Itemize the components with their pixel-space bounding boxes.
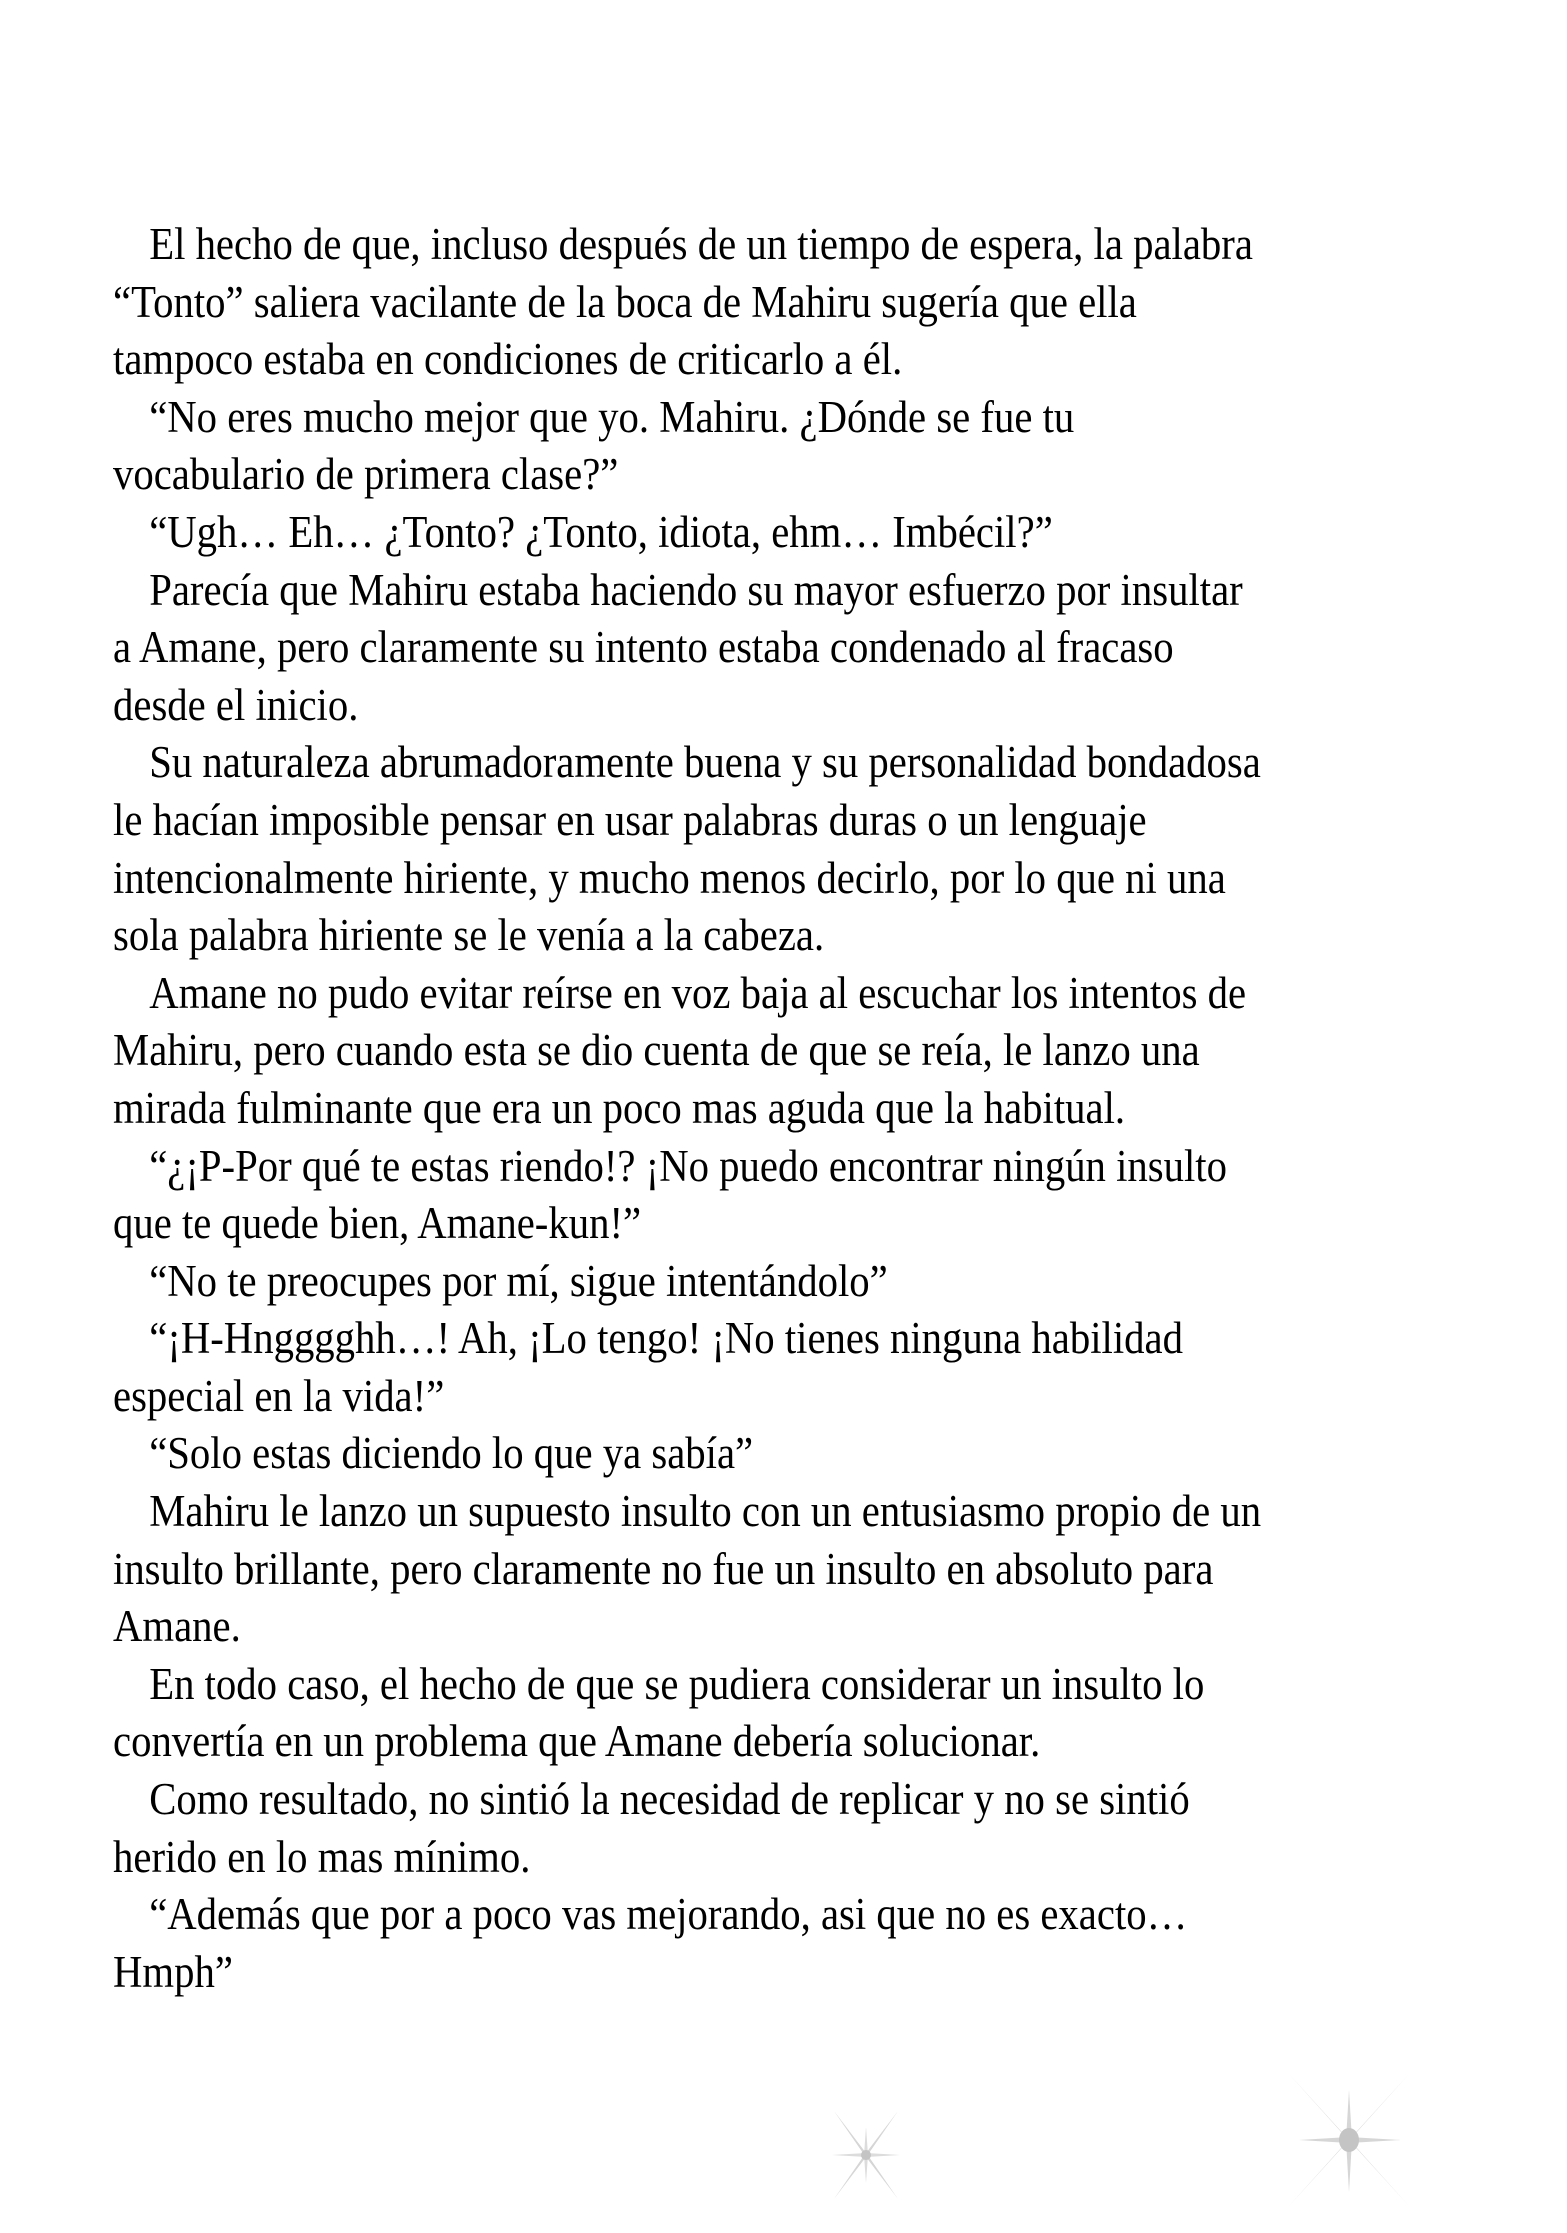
- text-line: En todo caso, el hecho de que se pudiera considerar un insulto lo: [149, 1658, 1205, 1709]
- text-line: Parecía que Mahiru estaba haciendo su mayor esfuerzo por insultar: [149, 564, 1243, 615]
- text-line: que te quede bien, Amane-kun!”: [113, 1198, 642, 1249]
- text-line: especial en la vida!”: [113, 1370, 445, 1421]
- text-line: Amane.: [113, 1601, 241, 1652]
- text-line: tampoco estaba en condiciones de criticarlo a él.: [113, 334, 903, 385]
- text-line: “Tonto” saliera vacilante de la boca de Mahiru sugería que ella: [113, 276, 1137, 327]
- text-line: “Solo estas diciendo lo que ya sabía”: [149, 1428, 754, 1479]
- sparkle-icon: [816, 2110, 916, 2200]
- text-line: vocabulario de primera clase?”: [113, 449, 619, 500]
- text-line: “No te preocupes por mí, sigue intentándolo”: [149, 1255, 888, 1306]
- text-line: “¿¡P-Por qué te estas riendo!? ¡No puedo encontrar ningún insulto: [149, 1140, 1227, 1191]
- text-line: desde el inicio.: [113, 679, 359, 730]
- text-line: mirada fulminante que era un poco mas aguda que la habitual.: [113, 1082, 1126, 1133]
- text-line: “No eres mucho mejor que yo. Mahiru. ¿Dónde se fue tu: [149, 391, 1075, 442]
- text-line: Como resultado, no sintió la necesidad de replicar y no se sintió: [149, 1774, 1190, 1825]
- text-line: “¡H-Hngggghh…! Ah, ¡Lo tengo! ¡No tienes ninguna habilidad: [149, 1313, 1183, 1364]
- text-line: “Además que por a poco vas mejorando, asi que no es exacto…: [149, 1889, 1188, 1940]
- text-line: le hacían imposible pensar en usar palabras duras o un lenguaje: [113, 794, 1147, 845]
- text-line: Mahiru le lanzo un supuesto insulto con un entusiasmo propio de un: [149, 1486, 1262, 1537]
- text-line: sola palabra hiriente se le venía a la cabeza.: [113, 910, 825, 961]
- sparkle-icon: [1269, 2072, 1429, 2222]
- body-text: [113, 216, 1533, 2001]
- text-line: El hecho de que, incluso después de un tiempo de espera, la palabra: [149, 219, 1253, 269]
- text-line: herido en lo mas mínimo.: [113, 1831, 531, 1882]
- text-line: convertía en un problema que Amane debería solucionar.: [113, 1716, 1041, 1767]
- text-line: Hmph”: [113, 1946, 233, 1997]
- text-line: intencionalmente hiriente, y mucho menos decirlo, por lo que ni una: [113, 852, 1226, 903]
- text-line: insulto brillante, pero claramente no fue un insulto en absoluto para: [113, 1543, 1214, 1594]
- text-line: Amane no pudo evitar reírse en voz baja al escuchar los intentos de: [149, 967, 1247, 1018]
- text-line: Su naturaleza abrumadoramente buena y su personalidad bondadosa: [149, 737, 1261, 788]
- text-line: a Amane, pero claramente su intento estaba condenado al fracaso: [113, 622, 1174, 673]
- text-line: “Ugh… Eh… ¿Tonto? ¿Tonto, idiota, ehm… Imbécil?”: [149, 506, 1053, 557]
- text-line: Mahiru, pero cuando esta se dio cuenta de que se reía, le lanzo una: [113, 1025, 1200, 1076]
